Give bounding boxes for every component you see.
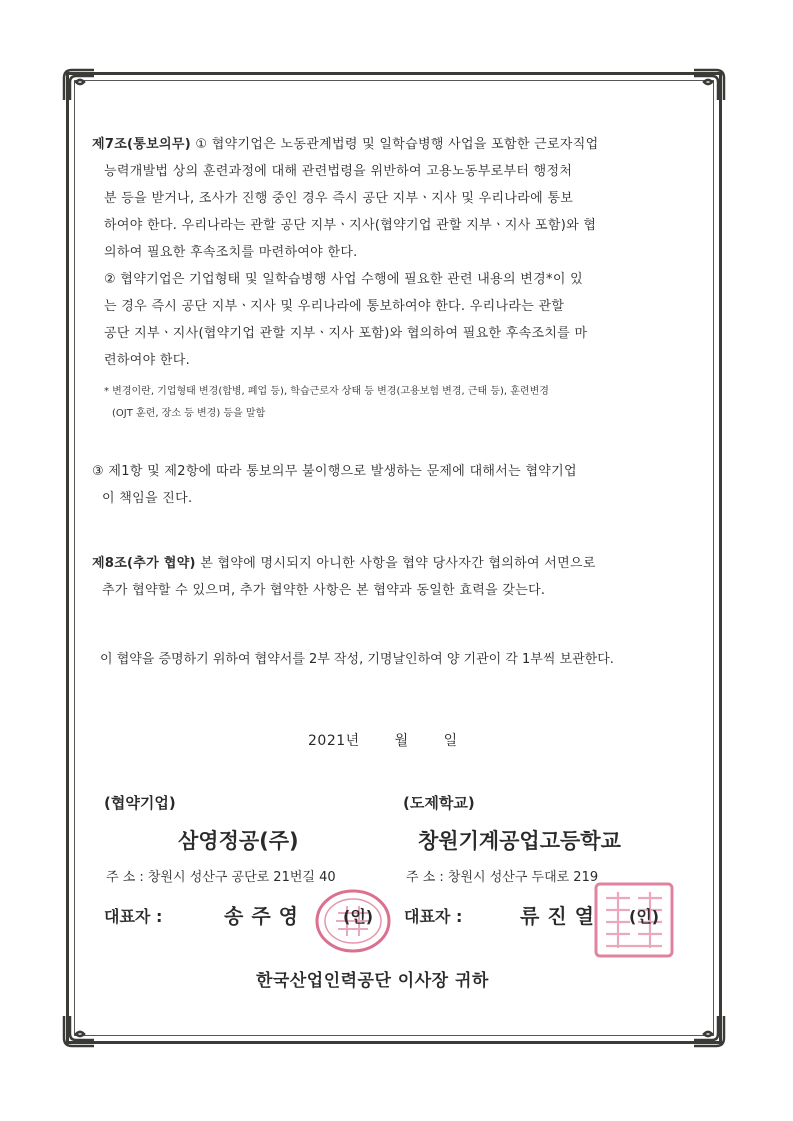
school-seal-mark: (인) [629, 907, 660, 926]
change-footnote [104, 381, 694, 425]
article-7-heading: 제7조(통보의무) [92, 137, 191, 152]
signing-date [308, 730, 458, 750]
company-address: 주 소 : 창원시 성산구 공단로 21번길 40 [106, 870, 336, 885]
article-8-first-line [92, 550, 692, 577]
article-7-paragraph-1-line: 하여야 한다. 우리나라는 관할 공단 지부ㆍ지사(협약기업 관할 지부ㆍ지사 포함)와 협 [104, 218, 597, 233]
school-rep-name: 류진열 [520, 904, 602, 928]
corner-ornament-icon [62, 68, 96, 102]
school-rep-label: 대표자 : [404, 907, 463, 926]
corner-ornament-icon [692, 68, 726, 102]
article-8-line: 본 협약에 명시되지 아니한 사항을 협약 당사자간 협의하여 서면으로 [195, 556, 596, 571]
school-name: 창원기계공업고등학교 [418, 829, 621, 853]
company-rep-label: 대표자 : [104, 907, 163, 926]
article-7-paragraph-1-line: 의하여 필요한 후속조치를 마련하여야 한다. [104, 245, 358, 260]
article-7-paragraph-2 [104, 266, 692, 374]
corner-ornament-icon [692, 1014, 726, 1048]
article-7-paragraph-2-line: 련하여야 한다. [104, 353, 191, 368]
company-label: (협약기업) [104, 794, 176, 812]
proof-statement: 이 협약을 증명하기 위하여 협약서를 2부 작성, 기명날인하여 양 기관이 각 1부씩 보관한다. [100, 652, 614, 667]
article-8-heading: 제8조(추가 협약) [92, 556, 196, 571]
date-year: 2021년 [308, 733, 360, 749]
article-7-paragraph-3-line: ③ 제1항 및 제2항에 따라 통보의무 불이행으로 발생하는 문제에 대해서는 협약기업 [92, 464, 577, 479]
addressee: 한국산업인력공단 이사장 귀하 [256, 971, 489, 991]
article-7-paragraph-1-line: 능력개발법 상의 훈련과정에 대해 관련법령을 위반하여 고용노동부로부터 행정처 [104, 164, 573, 179]
article-8-line: 추가 협약할 수 있으며, 추가 협약한 사항은 본 협약과 동일한 효력을 갖는다. [102, 583, 546, 598]
footnote-line: * 변경이란, 기업형태 변경(합병, 폐업 등), 학습근로자 상태 등 변경(고용보험 변경, 근태 등), 훈련변경 [104, 386, 549, 397]
school-address: 주 소 : 창원시 성산구 두대로 219 [406, 870, 599, 885]
article-8 [92, 550, 692, 604]
company-rep-name: 송주영 [224, 904, 306, 928]
article-7 [92, 131, 692, 266]
article-7-paragraph-1-line: 분 등을 받거나, 조사가 진행 중인 경우 즉시 공단 지부ㆍ지사 및 우리나라에 통보 [104, 191, 574, 206]
article-7-paragraph-2-line: 공단 지부ㆍ지사(협약기업 관할 지부ㆍ지사 포함)와 협의하여 필요한 후속조치를 마 [104, 326, 588, 341]
company-seal-mark: (인) [343, 907, 374, 926]
article-7-paragraph-3 [92, 458, 692, 512]
date-month: 월 [394, 733, 409, 749]
article-7-first-line [92, 131, 692, 158]
article-7-paragraph-1-line: ① 협약기업은 노동관계법령 및 일학습병행 사업을 포함한 근로자직업 [195, 137, 599, 152]
school-label: (도제학교) [403, 794, 475, 812]
article-7-paragraph-3-line: 이 책임을 진다. [102, 491, 193, 506]
date-day: 일 [443, 733, 458, 749]
article-7-paragraph-2-line: 는 경우 즉시 공단 지부ㆍ지사 및 우리나라에 통보하여야 한다. 우리나라는 관할 [104, 299, 565, 314]
company-name: 삼영정공(주) [178, 829, 299, 853]
corner-ornament-icon [62, 1014, 96, 1048]
footnote-line: (OJT 훈련, 장소 등 변경) 등을 말함 [112, 408, 266, 419]
article-7-paragraph-2-line: ② 협약기업은 기업형태 및 일학습병행 사업 수행에 필요한 관련 내용의 변경*이 있 [104, 272, 583, 287]
